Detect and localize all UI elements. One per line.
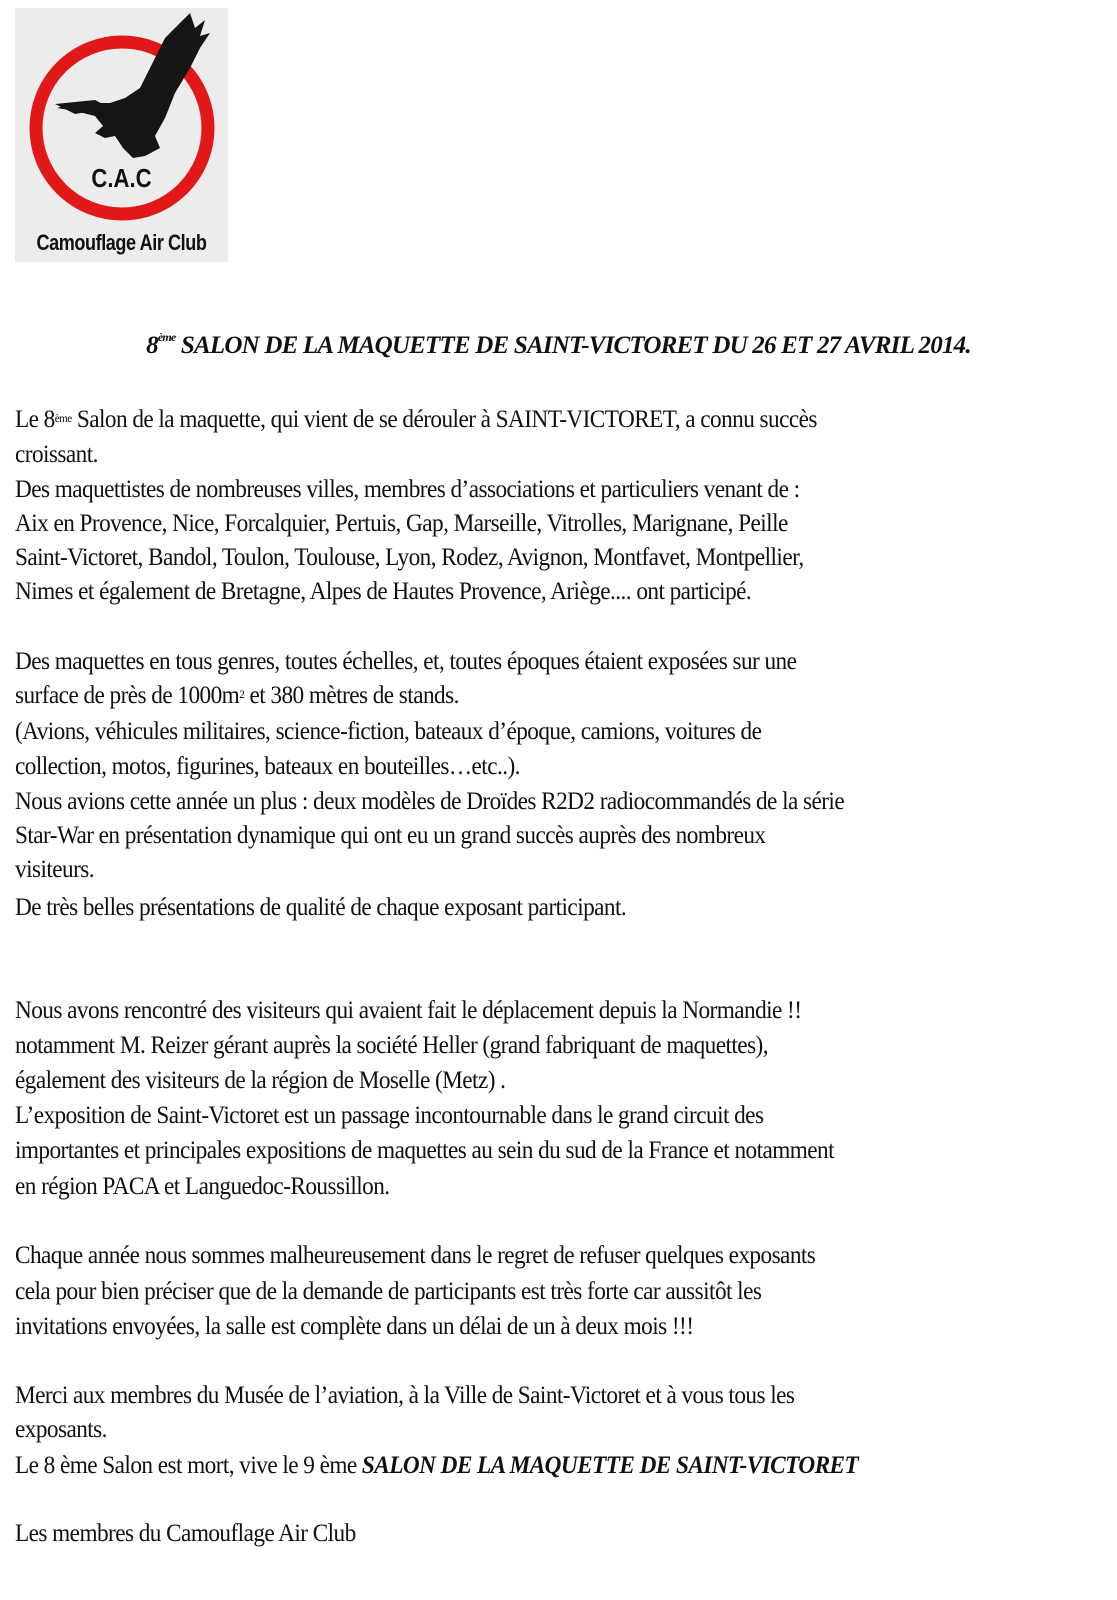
text-line: visiteurs. [15,856,95,883]
text-line: Nous avons rencontré des visiteurs qui avaient fait le déplacement depuis la Normandie !! [15,997,802,1024]
text-line: Nimes et également de Bretagne, Alpes de Hautes Provence, Ariège.... ont participé. [15,578,752,605]
text-line: Saint-Victoret, Bandol, Toulon, Toulouse, Lyon, Rodez, Avignon, Montfavet, Montpellier, [15,544,804,571]
text-line: Chaque année nous sommes malheureusement dans le regret de refuser quelques exposants [15,1242,816,1269]
text-line: Nous avions cette année un plus : deux modèles de Droïdes R2D2 radiocommandés de la série [15,788,845,815]
club-logo [15,8,228,262]
signature: Les membres du Camouflage Air Club [15,1520,356,1547]
text-line: De très belles présentations de qualité de chaque exposant participant. [15,894,627,921]
text-line: en région PACA et Languedoc-Roussillon. [15,1173,390,1200]
text-line: Le 8 ème Salon est mort, vive le 9 ème SALON DE LA MAQUETTE DE SAINT-VICTORET [15,1452,859,1479]
eagle-ring-emblem [15,8,228,262]
text-line: exposants. [15,1416,107,1443]
text-line: Star-War en présentation dynamique qui ont eu un grand succès auprès des nombreux [15,822,766,849]
text-line: Le 8ème Salon de la maquette, qui vient de se dérouler à SAINT-VICTORET, a connu succès [15,406,817,433]
logo-initials: C.A.C [91,163,152,193]
text-line: surface de près de $1000m^2$ et 380 mètres de stands. [15,682,459,709]
text-line: également des visiteurs de la région de Moselle (Metz) . [15,1067,506,1094]
text-line: notamment M. Reizer gérant auprès la société Heller (grand fabriquant de maquettes), [15,1032,768,1059]
document-title: 8ème SALON DE LA MAQUETTE DE SAINT-VICTORET DU 26 ET 27 AVRIL 2014. [146,330,971,359]
text-line: croissant. [15,441,98,468]
text-line: cela pour bien préciser que de la demande de participants est très forte car aussitôt les [15,1278,762,1305]
text-line: Aix en Provence, Nice, Forcalquier, Pertuis, Gap, Marseille, Vitrolles, Marignane, Peille [15,510,788,537]
text-line: importantes et principales expositions de maquettes au sein du sud de la France et notamment [15,1137,835,1164]
text-line: L’exposition de Saint-Victoret est un passage incontournable dans le grand circuit des [15,1102,764,1129]
text-line: collection, motos, figurines, bateaux en bouteilles…etc..). [15,753,520,780]
text-line: Des maquettes en tous genres, toutes échelles, et, toutes époques étaient exposées sur une [15,648,797,675]
text-line: (Avions, véhicules militaires, science-fiction, bateaux d’époque, camions, voitures de [15,718,762,745]
text-line: invitations envoyées, la salle est complète dans un délai de un à deux mois !!! [15,1313,694,1340]
next-salon-name: SALON DE LA MAQUETTE DE SAINT-VICTORET [361,1452,859,1479]
text-line: Merci aux membres du Musée de l’aviation, à la Ville de Saint-Victoret et à vous tous les [15,1382,795,1409]
text-line: Des maquettistes de nombreuses villes, membres d’associations et particuliers venant de : [15,476,800,503]
logo-club-name: Camouflage Air Club [36,230,207,255]
